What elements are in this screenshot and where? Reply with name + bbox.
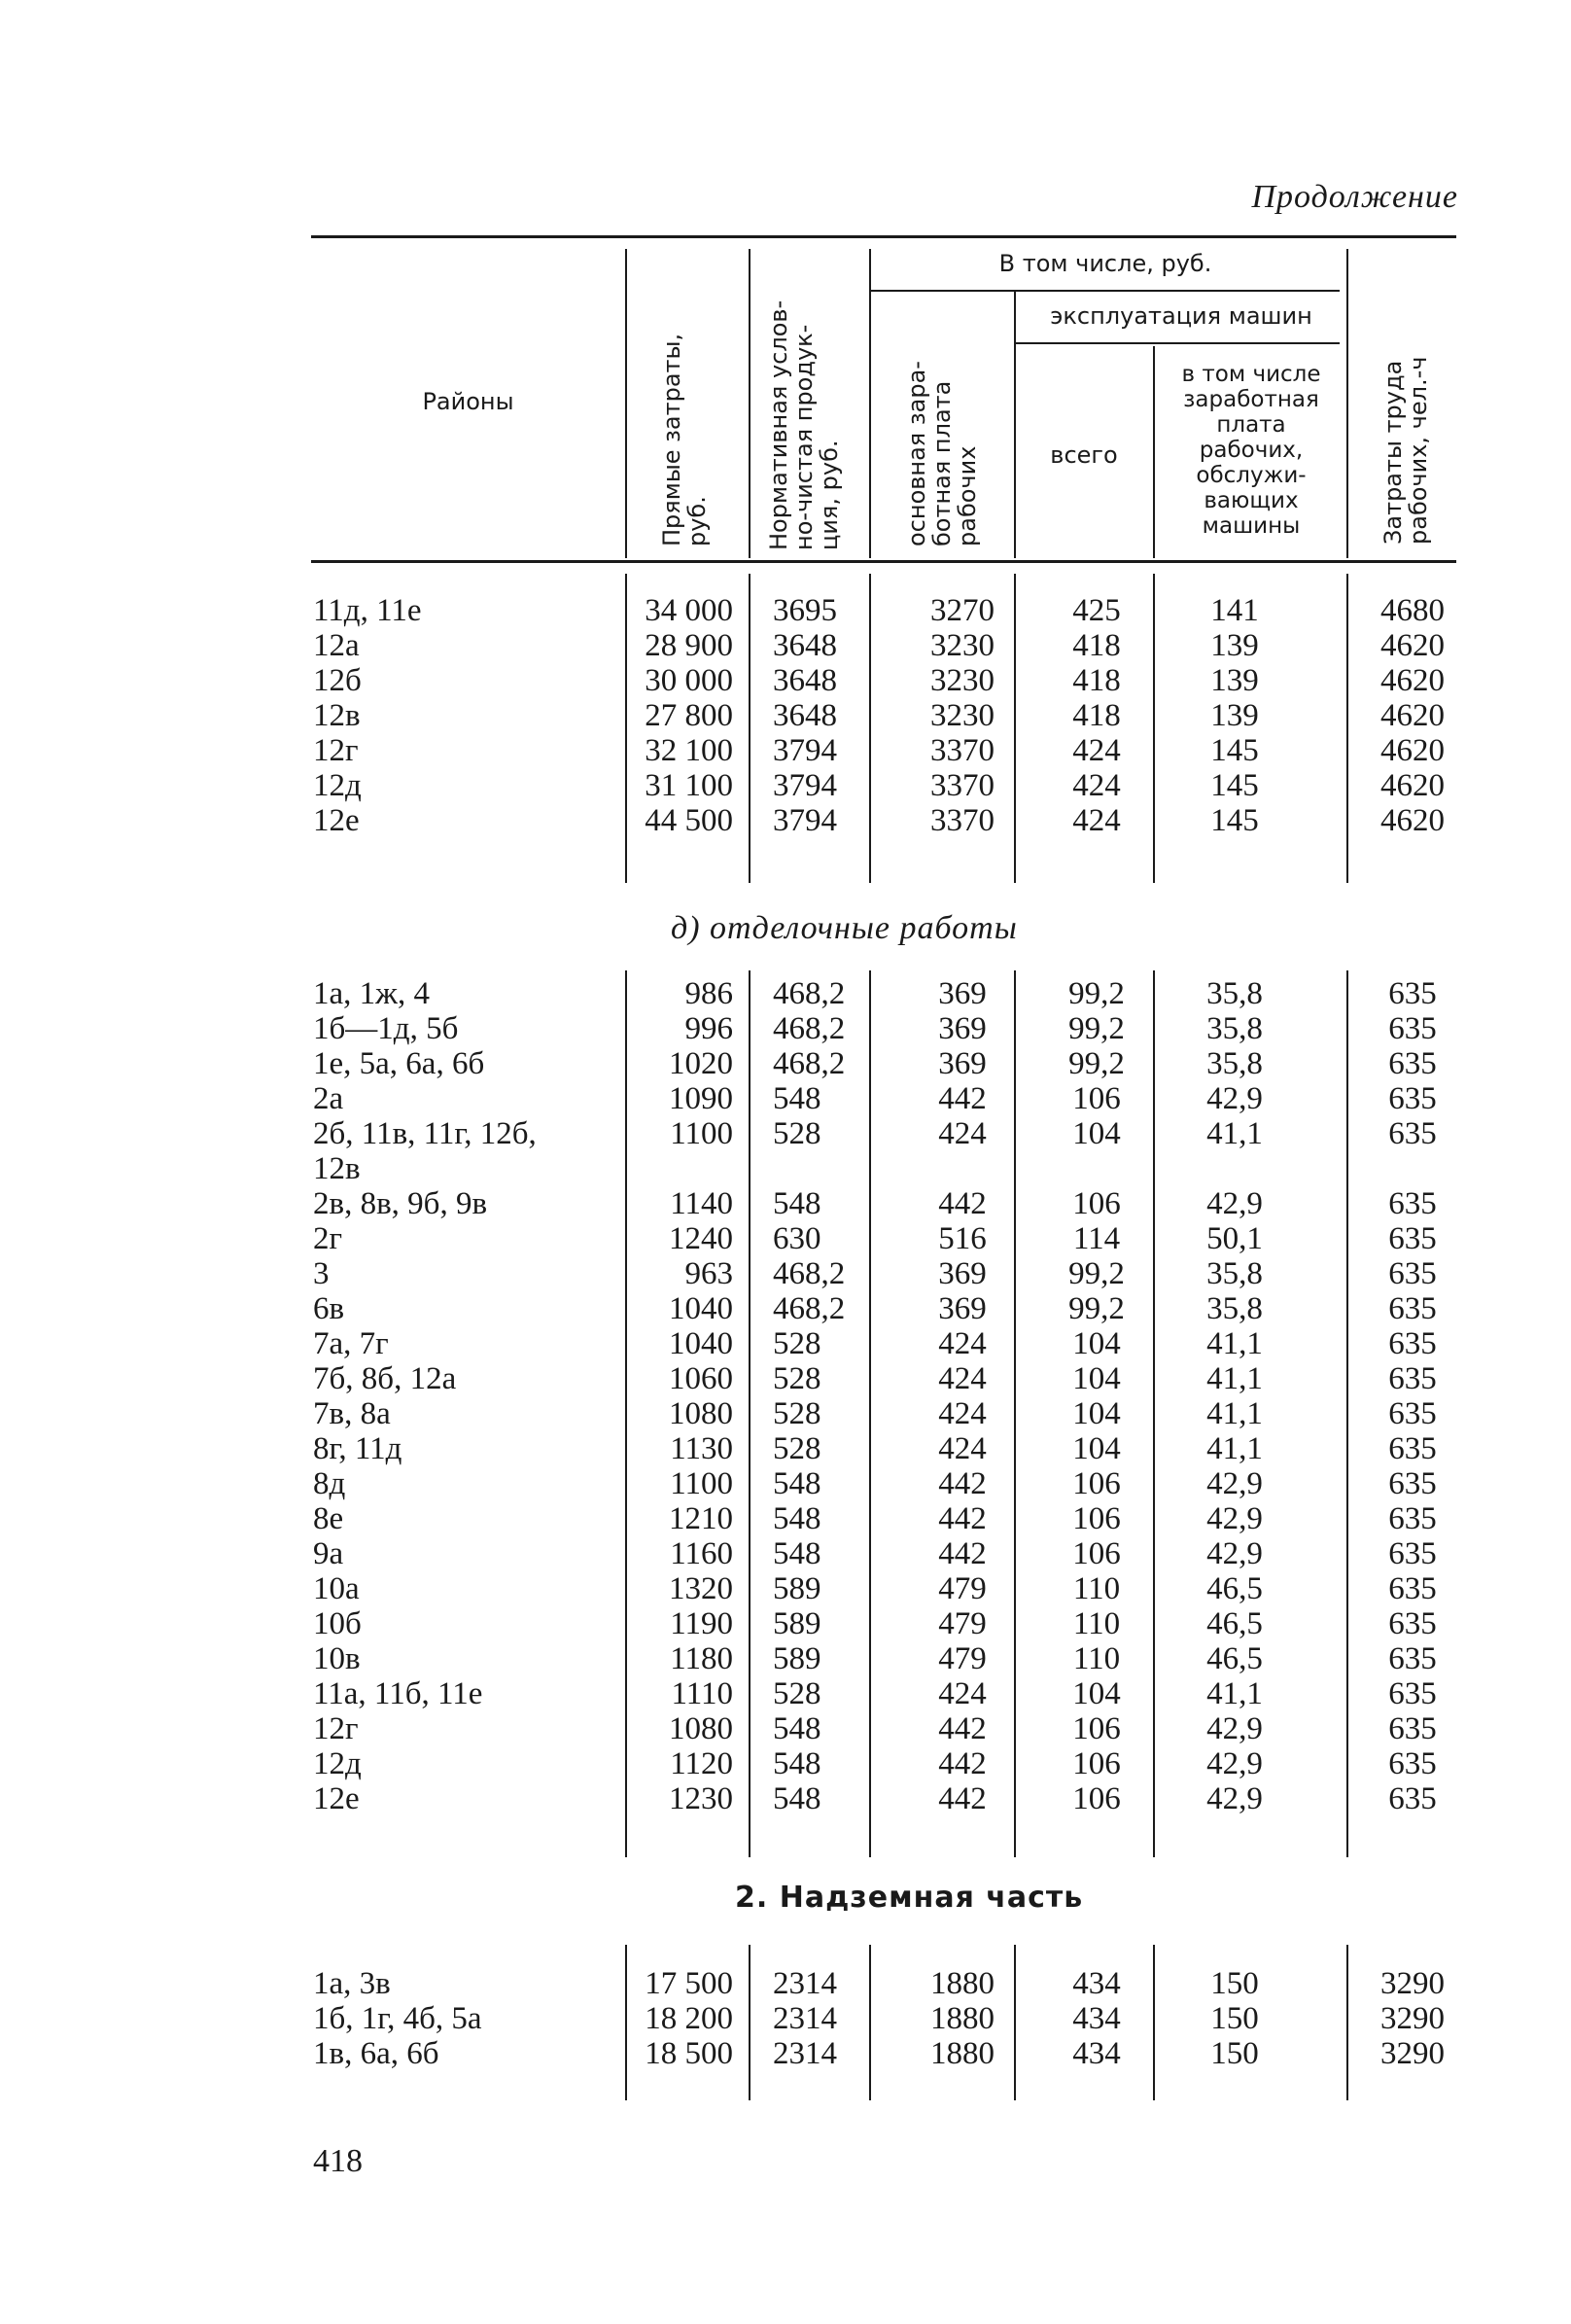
machine-total-cell: 110	[1072, 1641, 1121, 1676]
machine-wages-cell: 139	[1210, 628, 1259, 663]
base-wages-cell: 442	[938, 1536, 987, 1571]
machine-wages-cell: 42,9	[1206, 1466, 1263, 1501]
region-cell: 1б—1д, 5б	[313, 1011, 459, 1046]
labor-cell: 635	[1388, 1186, 1437, 1221]
normative-product-cell: 2314	[773, 2001, 837, 2036]
region-cell: 12д	[313, 768, 362, 803]
labor-cell: 635	[1388, 1326, 1437, 1361]
normative-product-cell: 528	[773, 1431, 821, 1466]
machine-wages-cell: 50,1	[1206, 1221, 1263, 1256]
machine-total-cell: 418	[1072, 628, 1121, 663]
labor-cell: 4680	[1380, 593, 1445, 628]
machine-wages-cell: 46,5	[1206, 1606, 1263, 1641]
labor-cell: 4620	[1380, 803, 1445, 838]
machine-wages-cell: 150	[1210, 2001, 1259, 2036]
machine-total-cell: 418	[1072, 698, 1121, 733]
region-cell: 12г	[313, 733, 359, 768]
column-header-regions: Районы	[422, 388, 514, 415]
header-divider	[1014, 292, 1016, 558]
machine-total-cell: 104	[1072, 1116, 1121, 1151]
table-row	[0, 1396, 1571, 1431]
direct-costs-cell: 1190	[670, 1606, 733, 1641]
table-row	[0, 2036, 1571, 2071]
machine-total-cell: 104	[1072, 1326, 1121, 1361]
column-header-base-wages: основная зара- ботная плата рабочих	[903, 361, 981, 546]
machine-wages-cell: 35,8	[1206, 976, 1263, 1011]
normative-product-cell: 468,2	[773, 1256, 846, 1291]
column-header-machine-op: эксплуатация машин	[1050, 302, 1312, 330]
table-row	[0, 1186, 1571, 1221]
base-wages-cell: 479	[938, 1641, 987, 1676]
region-cell: 1б, 1г, 4б, 5а	[313, 2001, 482, 2036]
machine-wages-cell: 42,9	[1206, 1081, 1263, 1116]
region-cell: 8д	[313, 1466, 346, 1501]
direct-costs-cell: 1080	[669, 1396, 733, 1431]
table-row	[0, 1781, 1571, 1816]
base-wages-cell: 442	[938, 1501, 987, 1536]
normative-product-cell: 3794	[773, 768, 837, 803]
column-header-normative-product: Нормативная услов- но-чистая продук- ция, руб.	[765, 299, 843, 550]
machine-wages-cell: 41,1	[1206, 1676, 1263, 1711]
base-wages-cell: 442	[938, 1466, 987, 1501]
machine-wages-cell: 150	[1210, 2036, 1259, 2071]
base-wages-cell: 3270	[930, 593, 995, 628]
direct-costs-cell: 1130	[670, 1431, 733, 1466]
base-wages-cell: 369	[938, 976, 987, 1011]
machine-total-cell: 434	[1072, 1966, 1121, 2001]
table-row	[0, 1081, 1571, 1116]
direct-costs-cell: 31 100	[645, 768, 733, 803]
machine-total-cell: 106	[1072, 1466, 1121, 1501]
column-header-incl-group: В том числе, руб.	[998, 250, 1212, 277]
normative-product-cell: 3794	[773, 803, 837, 838]
region-cell: 7а, 7г	[313, 1326, 389, 1361]
machine-wages-cell: 41,1	[1206, 1326, 1263, 1361]
region-cell: 12б	[313, 663, 362, 698]
labor-cell: 635	[1388, 1116, 1437, 1151]
region-cell: 2б, 11в, 11г, 12б,	[313, 1116, 537, 1151]
column-header-direct-costs: Прямые затраты, руб.	[658, 333, 711, 546]
table-row	[0, 1361, 1571, 1396]
machine-total-cell: 106	[1072, 1081, 1121, 1116]
machine-total-cell: 424	[1072, 768, 1121, 803]
machine-wages-cell: 145	[1210, 733, 1259, 768]
header-divider	[869, 249, 871, 558]
direct-costs-cell: 1020	[669, 1046, 733, 1081]
machine-total-cell: 104	[1072, 1396, 1121, 1431]
labor-cell: 635	[1388, 1606, 1437, 1641]
normative-product-cell: 3794	[773, 733, 837, 768]
labor-cell: 635	[1388, 976, 1437, 1011]
labor-cell: 4620	[1380, 698, 1445, 733]
normative-product-cell: 3695	[773, 593, 837, 628]
labor-cell: 635	[1388, 1361, 1437, 1396]
normative-product-cell: 548	[773, 1501, 821, 1536]
direct-costs-cell: 32 100	[645, 733, 733, 768]
normative-product-cell: 528	[773, 1396, 821, 1431]
base-wages-cell: 424	[938, 1361, 987, 1396]
machine-wages-cell: 35,8	[1206, 1011, 1263, 1046]
machine-wages-cell: 42,9	[1206, 1501, 1263, 1536]
base-wages-cell: 442	[938, 1781, 987, 1816]
table-row	[0, 976, 1571, 1011]
machine-wages-cell: 139	[1210, 663, 1259, 698]
normative-product-cell: 3648	[773, 628, 837, 663]
normative-product-cell: 548	[773, 1536, 821, 1571]
region-cell: 1а, 1ж, 4	[313, 976, 430, 1011]
table-row	[0, 593, 1571, 628]
normative-product-cell: 589	[773, 1606, 821, 1641]
machine-wages-cell: 145	[1210, 803, 1259, 838]
machine-total-cell: 434	[1072, 2036, 1121, 2071]
base-wages-cell: 424	[938, 1431, 987, 1466]
direct-costs-cell: 27 800	[645, 698, 733, 733]
machine-wages-cell: 46,5	[1206, 1571, 1263, 1606]
table-row	[0, 1326, 1571, 1361]
base-wages-cell: 1880	[930, 2036, 995, 2071]
header-bottom-rule	[311, 560, 1456, 563]
machine-total-cell: 106	[1072, 1711, 1121, 1746]
table-row	[0, 768, 1571, 803]
header-divider	[749, 249, 751, 558]
base-wages-cell: 1880	[930, 2001, 995, 2036]
machine-total-cell: 99,2	[1068, 1046, 1125, 1081]
machine-total-cell: 424	[1072, 733, 1121, 768]
labor-cell: 635	[1388, 1571, 1437, 1606]
machine-total-cell: 99,2	[1068, 976, 1125, 1011]
base-wages-cell: 3370	[930, 733, 995, 768]
base-wages-cell: 516	[938, 1221, 987, 1256]
normative-product-cell: 548	[773, 1466, 821, 1501]
column-header-machine-total: всего	[1050, 441, 1118, 469]
table-row	[0, 1501, 1571, 1536]
labor-cell: 635	[1388, 1501, 1437, 1536]
base-wages-cell: 479	[938, 1571, 987, 1606]
direct-costs-cell: 1100	[670, 1116, 733, 1151]
table-row	[0, 1221, 1571, 1256]
base-wages-cell: 424	[938, 1676, 987, 1711]
machine-wages-cell: 46,5	[1206, 1641, 1263, 1676]
machine-total-cell: 110	[1072, 1606, 1121, 1641]
normative-product-cell: 2314	[773, 2036, 837, 2071]
base-wages-cell: 424	[938, 1326, 987, 1361]
base-wages-cell: 442	[938, 1711, 987, 1746]
labor-cell: 635	[1388, 1536, 1437, 1571]
labor-cell: 635	[1388, 1711, 1437, 1746]
machine-total-cell: 99,2	[1068, 1291, 1125, 1326]
labor-cell: 635	[1388, 1431, 1437, 1466]
base-wages-cell: 442	[938, 1081, 987, 1116]
base-wages-cell: 442	[938, 1186, 987, 1221]
direct-costs-cell: 1160	[670, 1536, 733, 1571]
direct-costs-cell: 1080	[669, 1711, 733, 1746]
table-row	[0, 1641, 1571, 1676]
labor-cell: 3290	[1380, 2001, 1445, 2036]
region-cell: 1в, 6а, 6б	[313, 2036, 439, 2071]
region-cell: 12е	[313, 1781, 360, 1816]
labor-cell: 635	[1388, 1046, 1437, 1081]
normative-product-cell: 468,2	[773, 1046, 846, 1081]
machine-wages-cell: 41,1	[1206, 1396, 1263, 1431]
normative-product-cell: 548	[773, 1781, 821, 1816]
machine-wages-cell: 35,8	[1206, 1256, 1263, 1291]
region-cell: 12а	[313, 628, 360, 663]
machine-wages-cell: 139	[1210, 698, 1259, 733]
page-number: 418	[313, 2143, 363, 2179]
normative-product-cell: 2314	[773, 1966, 837, 2001]
labor-cell: 3290	[1380, 1966, 1445, 2001]
machine-wages-cell: 41,1	[1206, 1431, 1263, 1466]
labor-cell: 635	[1388, 1781, 1437, 1816]
region-cell: 12е	[313, 803, 360, 838]
machine-op-rule	[1014, 342, 1340, 344]
base-wages-cell: 369	[938, 1256, 987, 1291]
normative-product-cell: 548	[773, 1186, 821, 1221]
header-divider	[1346, 249, 1348, 558]
base-wages-cell: 369	[938, 1046, 987, 1081]
direct-costs-cell: 34 000	[645, 593, 733, 628]
normative-product-cell: 468,2	[773, 1291, 846, 1326]
table-row	[0, 1046, 1571, 1081]
machine-wages-cell: 35,8	[1206, 1291, 1263, 1326]
machine-wages-cell: 42,9	[1206, 1536, 1263, 1571]
machine-total-cell: 106	[1072, 1501, 1121, 1536]
machine-total-cell: 104	[1072, 1361, 1121, 1396]
region-cell: 3	[313, 1256, 330, 1291]
section-title-above-ground: 2. Надземная часть	[735, 1881, 1084, 1915]
labor-cell: 4620	[1380, 733, 1445, 768]
table-row	[0, 1966, 1571, 2001]
direct-costs-cell: 1180	[670, 1641, 733, 1676]
direct-costs-cell: 1320	[669, 1571, 733, 1606]
machine-total-cell: 424	[1072, 803, 1121, 838]
machine-wages-cell: 42,9	[1206, 1781, 1263, 1816]
region-cell: 2г	[313, 1221, 343, 1256]
region-cell: 2а	[313, 1081, 344, 1116]
table-row	[0, 1676, 1571, 1711]
table-row	[0, 1011, 1571, 1046]
normative-product-cell: 548	[773, 1711, 821, 1746]
machine-total-cell: 106	[1072, 1186, 1121, 1221]
base-wages-cell: 3230	[930, 698, 995, 733]
machine-wages-cell: 42,9	[1206, 1746, 1263, 1781]
machine-total-cell: 418	[1072, 663, 1121, 698]
direct-costs-cell: 1110	[671, 1676, 733, 1711]
region-cell: 11д, 11е	[313, 593, 422, 628]
direct-costs-cell: 1040	[669, 1326, 733, 1361]
base-wages-cell: 442	[938, 1746, 987, 1781]
normative-product-cell: 589	[773, 1641, 821, 1676]
table-row	[0, 628, 1571, 663]
region-cell: 9а	[313, 1536, 344, 1571]
direct-costs-cell: 30 000	[645, 663, 733, 698]
normative-product-cell: 589	[773, 1571, 821, 1606]
machine-total-cell: 104	[1072, 1676, 1121, 1711]
direct-costs-cell: 1090	[669, 1081, 733, 1116]
table-row	[0, 1571, 1571, 1606]
table-row	[0, 1711, 1571, 1746]
normative-product-cell: 528	[773, 1676, 821, 1711]
direct-costs-cell: 1040	[669, 1291, 733, 1326]
machine-wages-cell: 145	[1210, 768, 1259, 803]
region-cell: 11а, 11б, 11е	[313, 1676, 483, 1711]
table-row	[0, 803, 1571, 838]
base-wages-cell: 3230	[930, 628, 995, 663]
region-cell: 12в	[313, 1151, 361, 1186]
labor-cell: 635	[1388, 1396, 1437, 1431]
direct-costs-cell: 986	[684, 976, 733, 1011]
direct-costs-cell: 1230	[669, 1781, 733, 1816]
labor-cell: 4620	[1380, 768, 1445, 803]
column-header-machine-wages: в том числе заработная плата рабочих, обслужи-вающих машины	[1181, 362, 1321, 539]
labor-cell: 635	[1388, 1466, 1437, 1501]
machine-wages-cell: 35,8	[1206, 1046, 1263, 1081]
direct-costs-cell: 18 200	[645, 2001, 733, 2036]
labor-cell: 635	[1388, 1641, 1437, 1676]
normative-product-cell: 468,2	[773, 976, 846, 1011]
region-cell: 2в, 8в, 9б, 9в	[313, 1186, 488, 1221]
machine-total-cell: 425	[1072, 593, 1121, 628]
machine-total-cell: 434	[1072, 2001, 1121, 2036]
machine-total-cell: 114	[1072, 1221, 1121, 1256]
labor-cell: 4620	[1380, 628, 1445, 663]
region-cell: 7в, 8а	[313, 1396, 391, 1431]
normative-product-cell: 630	[773, 1221, 821, 1256]
direct-costs-cell: 1140	[670, 1186, 733, 1221]
machine-total-cell: 106	[1072, 1536, 1121, 1571]
normative-product-cell: 3648	[773, 663, 837, 698]
machine-wages-cell: 141	[1210, 593, 1259, 628]
direct-costs-cell: 1210	[669, 1501, 733, 1536]
machine-wages-cell: 41,1	[1206, 1361, 1263, 1396]
direct-costs-cell: 1240	[669, 1221, 733, 1256]
region-cell: 12г	[313, 1711, 359, 1746]
normative-product-cell: 548	[773, 1081, 821, 1116]
region-cell: 10а	[313, 1571, 360, 1606]
machine-total-cell: 99,2	[1068, 1256, 1125, 1291]
machine-total-cell: 104	[1072, 1431, 1121, 1466]
machine-wages-cell: 42,9	[1206, 1186, 1263, 1221]
normative-product-cell: 3648	[773, 698, 837, 733]
header-divider	[625, 249, 627, 558]
direct-costs-cell: 18 500	[645, 2036, 733, 2071]
base-wages-cell: 3230	[930, 663, 995, 698]
table-row	[0, 1536, 1571, 1571]
direct-costs-cell: 1100	[670, 1466, 733, 1501]
region-cell: 12в	[313, 698, 361, 733]
header-divider	[1153, 346, 1155, 558]
section-title-finishing: д) отделочные работы	[671, 910, 1018, 946]
direct-costs-cell: 28 900	[645, 628, 733, 663]
continuation-label: Продолжение	[1251, 179, 1458, 215]
region-cell: 6в	[313, 1291, 345, 1326]
table-top-rule	[311, 235, 1456, 238]
normative-product-cell: 528	[773, 1116, 821, 1151]
base-wages-cell: 424	[938, 1396, 987, 1431]
incl-group-rule	[871, 290, 1340, 292]
region-cell: 12д	[313, 1746, 362, 1781]
region-cell: 1е, 5а, 6а, 6б	[313, 1046, 485, 1081]
direct-costs-cell: 1120	[670, 1746, 733, 1781]
region-cell: 7б, 8б, 12а	[313, 1361, 457, 1396]
labor-cell: 635	[1388, 1221, 1437, 1256]
normative-product-cell: 548	[773, 1746, 821, 1781]
labor-cell: 635	[1388, 1256, 1437, 1291]
table-row	[0, 1116, 1571, 1151]
machine-wages-cell: 42,9	[1206, 1711, 1263, 1746]
base-wages-cell: 424	[938, 1116, 987, 1151]
base-wages-cell: 479	[938, 1606, 987, 1641]
labor-cell: 635	[1388, 1011, 1437, 1046]
direct-costs-cell: 996	[684, 1011, 733, 1046]
normative-product-cell: 528	[773, 1361, 821, 1396]
table-row	[0, 1466, 1571, 1501]
table-row	[0, 698, 1571, 733]
labor-cell: 635	[1388, 1746, 1437, 1781]
normative-product-cell: 528	[773, 1326, 821, 1361]
labor-cell: 635	[1388, 1291, 1437, 1326]
region-cell: 10б	[313, 1606, 362, 1641]
direct-costs-cell: 44 500	[645, 803, 733, 838]
machine-total-cell: 106	[1072, 1781, 1121, 1816]
table-row	[0, 1291, 1571, 1326]
direct-costs-cell: 17 500	[645, 1966, 733, 2001]
machine-total-cell: 106	[1072, 1746, 1121, 1781]
normative-product-cell: 468,2	[773, 1011, 846, 1046]
base-wages-cell: 369	[938, 1011, 987, 1046]
table-row	[0, 733, 1571, 768]
table-row	[0, 1431, 1571, 1466]
region-cell: 1а, 3в	[313, 1966, 391, 2001]
region-cell: 8е	[313, 1501, 344, 1536]
base-wages-cell: 3370	[930, 803, 995, 838]
base-wages-cell: 3370	[930, 768, 995, 803]
table-row	[0, 2001, 1571, 2036]
labor-cell: 635	[1388, 1081, 1437, 1116]
direct-costs-cell: 1060	[669, 1361, 733, 1396]
base-wages-cell: 369	[938, 1291, 987, 1326]
region-cell: 8г, 11д	[313, 1431, 402, 1466]
machine-total-cell: 99,2	[1068, 1011, 1125, 1046]
region-cell: 10в	[313, 1641, 361, 1676]
machine-total-cell: 110	[1072, 1571, 1121, 1606]
labor-cell: 635	[1388, 1676, 1437, 1711]
table-row	[0, 1151, 1571, 1186]
direct-costs-cell: 963	[684, 1256, 733, 1291]
table-row	[0, 1256, 1571, 1291]
labor-cell: 3290	[1380, 2036, 1445, 2071]
labor-cell: 4620	[1380, 663, 1445, 698]
column-header-labor: Затраты труда рабочих, чел.-ч	[1379, 356, 1432, 545]
table-row	[0, 1746, 1571, 1781]
table-row	[0, 1606, 1571, 1641]
machine-wages-cell: 150	[1210, 1966, 1259, 2001]
table-row	[0, 663, 1571, 698]
machine-wages-cell: 41,1	[1206, 1116, 1263, 1151]
base-wages-cell: 1880	[930, 1966, 995, 2001]
